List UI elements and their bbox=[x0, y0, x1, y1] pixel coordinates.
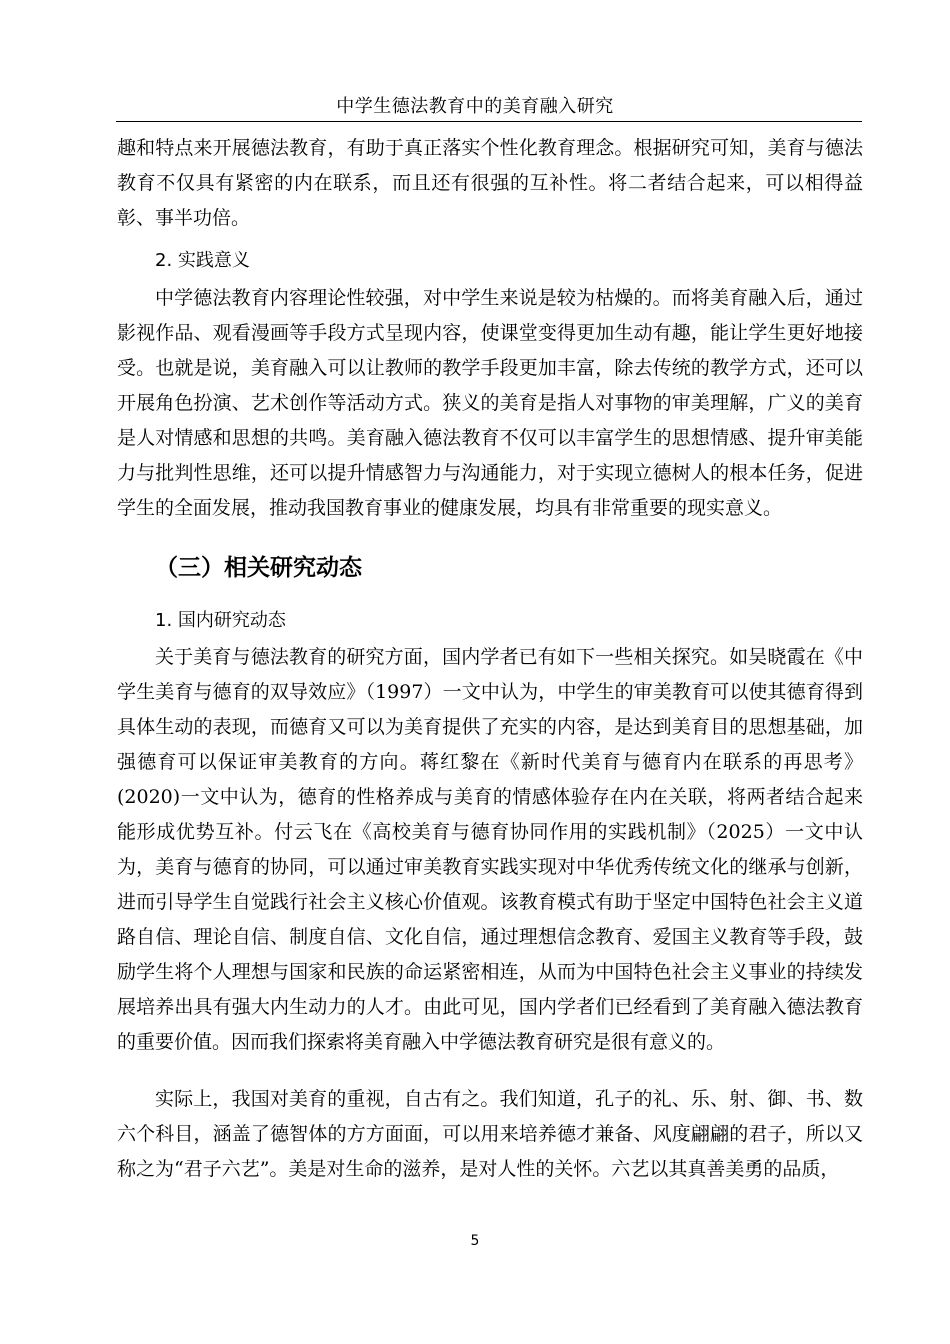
page-number: 5 bbox=[470, 1233, 480, 1249]
paragraph-six-arts: 实际上，我国对美育的重视，自古有之。我们知道，孔子的礼、乐、射、御、书、数六个科目，涵盖了德智体的方方面面，可以用来培养德才兼备、风度翩翩的君子，所以又称之为“君子六艺”。美是对生命的滋养，是对人性的关怀。六艺以其真善美勇的品质， bbox=[117, 1088, 863, 1180]
section-heading-related-research: （三）相关研究动态 bbox=[155, 555, 362, 581]
subheading-domestic-research: 1. 国内研究动态 bbox=[155, 610, 286, 631]
paragraph-practice-significance: 中学德法教育内容理论性较强，对中学生来说是较为枯燥的。而将美育融入后，通过影视作品、观看漫画等手段方式呈现内容，使课堂变得更加生动有趣，能让学生更好地接受。也就是说，美育融入可以让教师的教学手段更加丰富，除去传统的教学方式，还可以开展角色扮演、艺术创作等活动方式。狭义的美育是指人对事物的审美理解，广义的美育是人对情感和思想的共鸣。美育融入德法教育不仅可以丰富学生的思想情感、提升审美能力与批判性思维，还可以提升情感智力与沟通能力，对于实现立德树人的根本任务，促进学生的全面发展，推动我国教育事业的健康发展，均具有非常重要的现实意义。 bbox=[117, 287, 863, 519]
subheading-practice-significance: 2. 实践意义 bbox=[155, 250, 250, 271]
paragraph-domestic-research: 关于美育与德法教育的研究方面，国内学者已有如下一些相关探究。如吴晓霞在《中学生美育与德育的双导效应》（1997）一文中认为，中学生的审美教育可以使其德育得到具体生动的表现，而德育又可以为美育提供了充实的内容，是达到美育目的思想基础，加强德育可以保证审美教育的方向。蒋红黎在《新时代美育与德育内在联系的再思考》(2020)一文中认为，德育的性格养成与美育的情感体验存在内在关联，将两者结合起来能形成优势互补。付云飞在《高校美育与德育协同作用的实践机制》（2025）一文中认为，美育与德育的协同，可以通过审美教育实践实现对中华优秀传统文化的继承与创新，进而引导学生自觉践行社会主义核心价值观。该教育模式有助于坚定中国特色社会主义道路自信、理论自信、制度自信、文化自信，通过理想信念教育、爱国主义教育等手段，鼓励学生将个人理想与国家和民族的命运紧密相连，从而为中国特色社会主义事业的持续发展培养出具有强大内生动力的人才。由此可见，国内学者们已经看到了美育融入德法教育的重要价值。因而我们探索将美育融入中学德法教育研究是很有意义的。 bbox=[117, 646, 863, 1053]
running-header-title: 中学生德法教育中的美育融入研究 bbox=[336, 96, 614, 117]
header-divider bbox=[116, 121, 862, 122]
paragraph-continuation: 趣和特点来开展德法教育，有助于真正落实个性化教育理念。根据研究可知，美育与德法教育不仅具有紧密的内在联系，而且还有很强的互补性。将二者结合起来，可以相得益彰、事半功倍。 bbox=[117, 137, 863, 229]
